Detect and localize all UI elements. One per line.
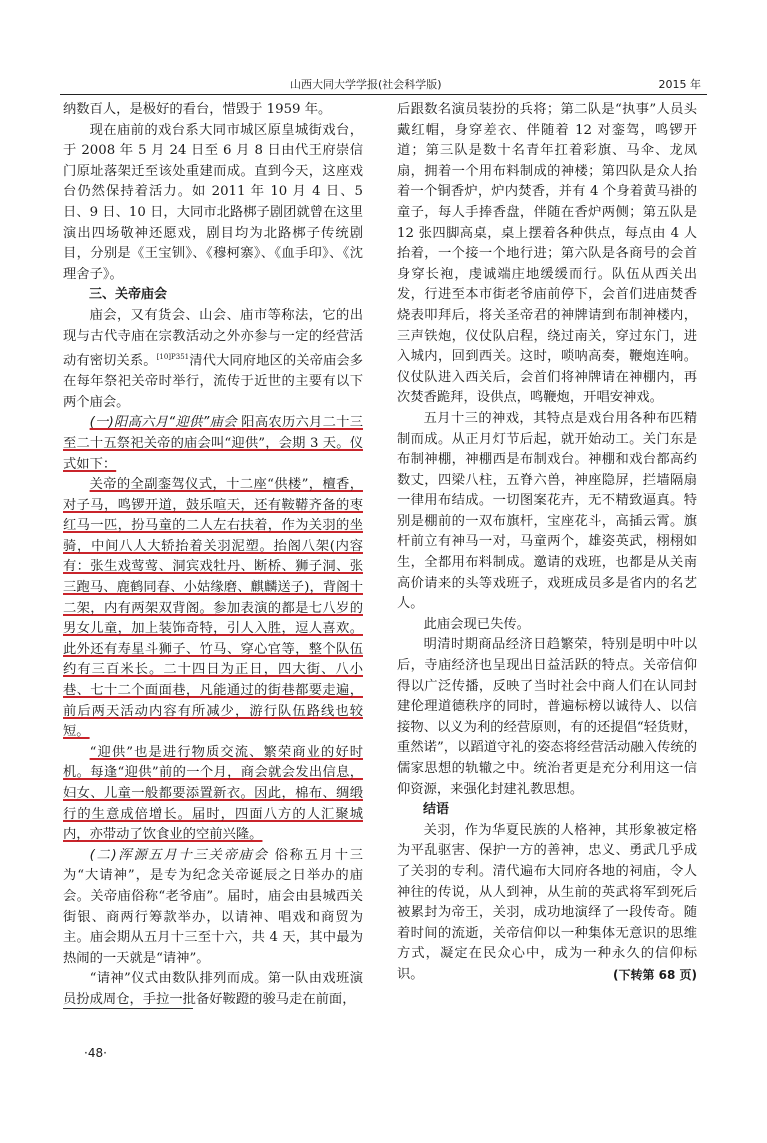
subsection-paragraph: (二)浑源五月十三关帝庙会 俗称五月十三为“大请神”，是专为纪念关帝诞辰之日举办的庙会。关帝庙俗称“老爷庙”。届时，庙会由县城西关街银、商两行筹款举办，以请神、唱戏和商贸为主。庙会期从五月十三至十六，共 4 天，其中最为热闹的一天就是“请神”。 — [63, 847, 364, 966]
continued-note: (下转第 68 页) — [612, 967, 697, 982]
paragraph: 关羽，作为华夏民族的人格神，其形象被定格为平乱驱害、保护一方的善神，忠义、勇武几乎成了关羽的专利。清代遍布大同府各地的祠庙，令人神往的传说，从人到神，从生前的英武将军到死后被累封为帝王，关羽，成功地演绎了一段传奇。随着时间的流逝，关帝信仰以一种集体无意识的思维方式，凝定在民众心中，成为一种永久的信仰标识。 (下转第 68 页) — [397, 821, 697, 986]
subsection-title: (一)阳高六月“迎供”庙会 — [89, 415, 237, 431]
issue-year: 2015 年 — [658, 78, 701, 91]
left-column — [63, 100, 363, 1011]
paragraph: 明清时期商品经济日趋繁荣，特别是明中叶以后，寺庙经济也呈现出日益活跃的特点。关帝信仰得以广泛传播，反映了当时社会中商人们在认同封建伦理道德秩序的同时，普遍标榜以诚待人、以信接物、以义为利的经营原则，有的还提倡“轻货财，重然诺”，以蹈道守礼的姿态将经营活动融入传统的儒家思想的轨辙之中。统治者更是充分利用这一信仰资源，来强化封建礼教思想。 — [397, 637, 697, 797]
journal-title: 山西大同大学学报(社会科学版) — [290, 78, 442, 91]
highlighted-paragraph: 关帝的全副銮驾仪式，十二座“供楼”，檀香，对子马，鸣锣开道，鼓乐喧天，还有鞍鞯齐备的枣红马一匹，扮马童的二人左右扶着，作为关羽的坐骑，中间八人大轿抬着关羽泥塑。抬阁八架(内容有：张生戏莺莺、洞宾戏牡丹、断桥、狮子洞、张三跑马、鹿鹤同春、小姑缘磨、麒麟送子)，背阁十二架，内有两架双背阁。参加表演的都是七八岁的男女儿童，加上装饰奇特，引人入胜，逗人喜欢。此外还有寿星斗狮子、竹马、穿心官等，整个队伍约有三百米长。二十四日为正日，四大街、八小巷、七十二个面面巷，凡能通过的街巷都要走遍，前后两天活动内容有所减少，游行队伍路线也较短。 — [63, 477, 363, 740]
footnote-rule — [63, 1008, 193, 1009]
citation-ref: [10]P351 — [156, 353, 190, 362]
paragraph: 五月十三的神戏，其特点是戏台用各种布匹精制而成。从正月灯节后起，就开始动工。关门东是布制神棚，神棚西是布制戏台。神棚和戏台都高约数丈，四梁八柱，五脊六兽，神座隐屏，拦墙隔扇一律用布结成。一切图案花卉，无不精致逼真。特别是棚前的一双布旗杆，宝座花斗，高插云霄。旗杆前立有神马一对，马童两个，雄姿英武，栩栩如生，全都用布料制成。邀请的戏班，也都是从关南高价请来的头等戏班子，戏班成员多是省内的名艺人。 — [397, 410, 697, 612]
section-heading: 三、关帝庙会 — [89, 287, 168, 303]
highlighted-paragraph: “迎供”也是进行物质交流、繁荣商业的好时机。每逢“迎供”前的一个月，商会就会发出信息，妇女、儿童一般都要添置新衣。因此，棉布、绸缎行的生意成倍增长。届时，四面八方的人汇聚城内，亦带动了饮食业的空前兴隆。 — [63, 744, 363, 843]
running-header — [60, 72, 707, 95]
page-number: ·48· — [84, 1046, 107, 1060]
paragraph: 此庙会现已失传。 — [423, 616, 530, 632]
paragraph: 纳数百人，是极好的看台，惜毁于 1959 年。 — [63, 102, 332, 117]
subsection-title: (二)浑源五月十三关帝庙会 — [89, 847, 269, 863]
paragraph: 后跟数名演员装扮的兵将；第二队是“执事”人员头戴红帽，身穿差衣、伴随着 12 对銮驾，鸣锣开道；第三队是数十名青年扛着彩旗、马伞、龙凤扇，拥着一个用布料制成的神楼；第四队是众人抬着一个铜香炉，炉内焚香，并有 4 个身着黄马褂的童子，每人手捧香盘，伴随在香炉两侧；第五队是 12 张四脚高桌，桌上摆着各种供点，每点由 4 人抬着，一个接一个地行进；第六队是各商号的会首身穿长袍，虔诚端庄地缓缓而行。队伍从西关出发，行进至本市街老爷庙前停下，会首们进庙焚香烧表叩拜后，将关圣帝君的神牌请到布制神楼内，三声铁炮，仪仗队启程，绕过南关，穿过东门，进入城内，回到西关。这时，唢呐高奏，鞭炮连响。仪仗队进入西关后，会首们将神牌请在神棚内，再次焚香跪拜，设供点，鸣鞭炮，开唱安神戏。 — [397, 102, 697, 406]
paragraph: “请神”仪式由数队排列而成。第一队由戏班演员扮成周仓，手拉一批备好鞍蹬的骏马走在前面， — [63, 971, 363, 1007]
subsection-paragraph: (一)阳高六月“迎供”庙会 阳高农历六月二十三至二十五祭祀关帝的庙会叫“迎供”，会期 3 天。仪式如下： — [63, 415, 364, 472]
paragraph: 庙会，又有货会、山会、庙市等称法，它的出现与古代寺庙在宗教活动之外亦参与一定的经营活动有密切关系。$^{[10]P351}$清代大同府地区的关帝庙会多在每年祭祀关帝时举行，流传于近世的主要有以下两个庙会。 — [63, 307, 364, 410]
section-heading: 结语 — [423, 802, 450, 818]
paragraph: 现在庙前的戏台系大同市城区原皇城街戏台，于 2008 年 5 月 24 日至 6 月 8 日由代王府崇信门原址落架迁至该处重建而成。直到今天，这座戏台仍然保持着活力。如 2011 年 10 月 4 日、5 日、9 日、10 日，大同市北路梆子剧团就曾在这里演出四场敬神还愿戏，剧目均为北路梆子传统剧目，分别是《王宝钏》、《穆柯寨》、《血手印》、《沈理舍子》。 — [63, 122, 363, 282]
right-column — [397, 100, 697, 986]
